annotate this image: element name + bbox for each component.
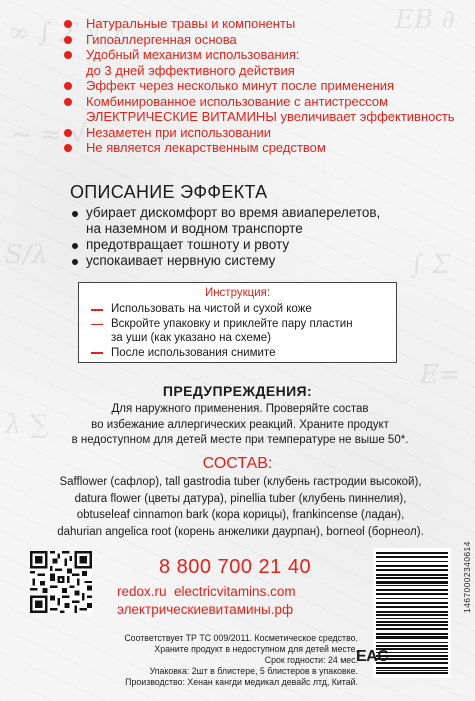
bullet-icon [72, 243, 78, 249]
feature-item: Натуральные травы и компоненты [64, 16, 464, 32]
red-bullet-icon [64, 98, 72, 106]
composition-text: Safflower (сафлор), tall gastrodia tuber (клубень гастродии высокой), datura flower (цветы датура), pinellia tuber (клубень пиннелия), obtuseleaf cinnamon bark (кора корицы), frankincense (ладан), dahurian angelica root (корень анжелики даурпан), borneol (борнеол). [57, 476, 424, 538]
feature-item: Незаметен при использовании [64, 125, 464, 141]
effect-item: успокаивает нервную систему [72, 253, 452, 269]
red-bullet-icon [64, 129, 72, 137]
red-bullet-icon [64, 36, 72, 44]
warnings-text: Для наружного применения. Проверяйте состав во избежание аллергических реакций. Храните продукт в недоступном для детей месте при температуре не выше 50*. [71, 403, 409, 446]
dash-icon [91, 309, 103, 311]
dash-icon [91, 352, 103, 355]
instructions-list [91, 302, 391, 360]
feature-item: Гипоаллергенная основа [64, 32, 464, 48]
red-bullet-icon [64, 51, 72, 59]
bullet-icon [72, 259, 78, 265]
effect-item: убирает дискомфорт во время авиаперелетов, на наземном и водном транспорте [72, 205, 452, 237]
website-link[interactable]: электрическиевитамины.рф [117, 602, 294, 617]
websites [117, 583, 311, 619]
instructions-title: Инструкция: [204, 287, 271, 299]
features-list [64, 16, 464, 156]
barcode-number: 14670002340614 [462, 541, 472, 613]
phone-number[interactable]: 8 800 700 21 40 [159, 556, 312, 578]
legal-info: Соответствует ТР ТС 009/2011. Косметическое средство. Храните продукт в недоступном для детей месте. Срок годности: 24 мес. Упаковка: 2шт в блистере, 5 блистеров в упаковке. Производство: Хенан кангди медикал девайс лтд, Китай. [124, 633, 358, 687]
feature-item: Удобный механизм использования: до 3 дней эффективного действия [64, 47, 464, 78]
instructions-box [78, 282, 397, 363]
website-link[interactable]: electricvitamins.com [174, 584, 296, 599]
dash-icon [91, 324, 103, 326]
effect-item: предотвращает тошноту и рвоту [72, 237, 452, 253]
feature-item: Комбинированное использование с антистрессом ЭЛЕКТРИЧЕСКИЕ ВИТАМИНЫ увеличивает эффективность [64, 94, 464, 125]
instruction-step: Вскройте упаковку и приклейте пару пластин за уши (как указано на схеме) [91, 317, 391, 346]
qr-code-icon[interactable] [30, 551, 92, 613]
effects-list [72, 205, 452, 269]
instruction-step: Использовать на чистой и сухой коже [91, 302, 391, 317]
contacts [117, 556, 311, 619]
instruction-step: После использования снимите [91, 346, 391, 361]
eac-mark: EAC [356, 648, 389, 665]
composition-title: СОСТАВ: [202, 455, 273, 472]
effect-title: ОПИСАНИЕ ЭФФЕКТА [70, 182, 268, 202]
red-bullet-icon [64, 20, 72, 28]
red-bullet-icon [64, 82, 72, 90]
feature-item: Эффект через несколько минут после применения [64, 78, 464, 94]
warnings-title: ПРЕДУПРЕЖДЕНИЯ: [162, 383, 313, 399]
red-bullet-icon [64, 144, 72, 152]
bullet-icon [72, 211, 78, 217]
website-link[interactable]: redox.ru [117, 584, 167, 599]
feature-item: Не является лекарственным средством [64, 140, 464, 156]
